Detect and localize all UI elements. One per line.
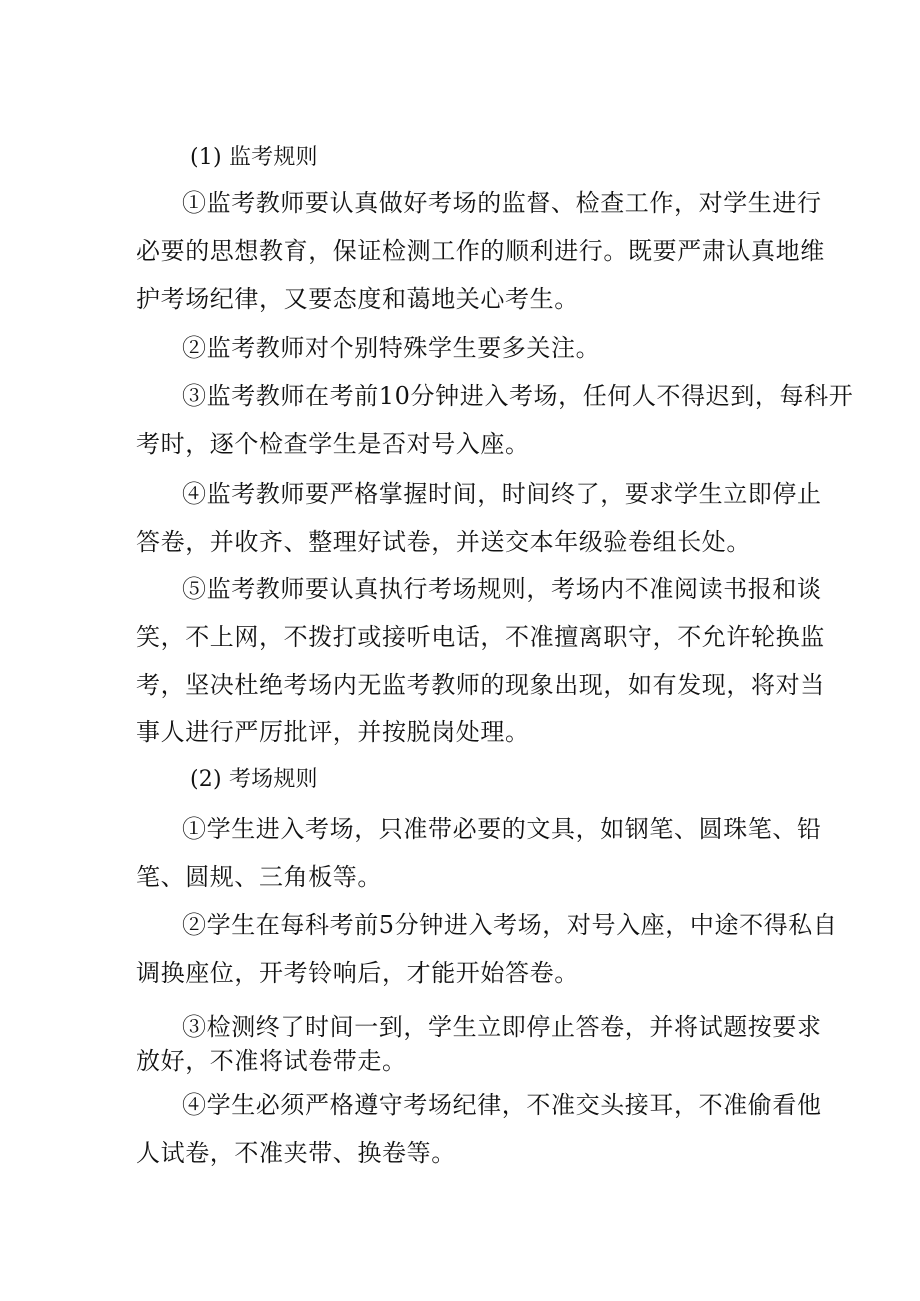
paragraph-line: ①学生进入考场，只准带必要的文具，如钢笔、圆珠笔、铅: [182, 815, 822, 843]
paragraph-line: 调换座位，开考铃响后，才能开始答卷。: [136, 959, 579, 987]
paragraph-line: 放好，不准将试卷带走。: [136, 1047, 407, 1075]
paragraph-line: ③检测终了时间一到，学生立即停止答卷，并将试题按要求: [182, 1013, 822, 1041]
paragraph-line: ④监考教师要严格掌握时间，时间终了，要求学生立即停止: [182, 480, 822, 508]
paragraph-line: ⑤监考教师要认真执行考场规则，考场内不准阅读书报和谈: [182, 575, 822, 603]
section-heading: (1) 监考规则: [190, 145, 318, 170]
paragraph-line: ②监考教师对个别特殊学生要多关注。: [182, 334, 601, 362]
paragraph-line: 必要的思想教育，保证检测工作的顺利进行。既要严肃认真地维: [136, 237, 825, 265]
paragraph-line: 考时，逐个检查学生是否对号入座。: [136, 430, 530, 458]
paragraph-line: 答卷，并收齐、整理好试卷，并送交本年级验卷组长处。: [136, 528, 751, 556]
paragraph-line: 人试卷，不准夹带、换卷等。: [136, 1139, 456, 1167]
paragraph-line: 考，坚决杜绝考场内无监考教师的现象出现，如有发现，将对当: [136, 671, 825, 699]
paragraph-line: 笑，不上网，不拨打或接听电话，不准擅离职守，不允许轮换监: [136, 623, 825, 651]
paragraph-line: ②学生在每科考前5分钟进入考场，对号入座，中途不得私自: [182, 911, 838, 939]
section-heading: (2) 考场规则: [190, 767, 318, 792]
paragraph-line: 事人进行严厉批评，并按脱岗处理。: [136, 718, 530, 746]
paragraph-line: ③监考教师在考前10分钟进入考场，任何人不得迟到，每科开: [182, 382, 854, 410]
paragraph-line: ④学生必须严格遵守考场纪律，不准交头接耳，不准偷看他: [182, 1091, 822, 1119]
paragraph-line: 护考场纪律，又要态度和蔼地关心考生。: [136, 285, 579, 313]
paragraph-line: ①监考教师要认真做好考场的监督、检查工作，对学生进行: [182, 189, 822, 217]
paragraph-line: 笔、圆规、三角板等。: [136, 863, 382, 891]
